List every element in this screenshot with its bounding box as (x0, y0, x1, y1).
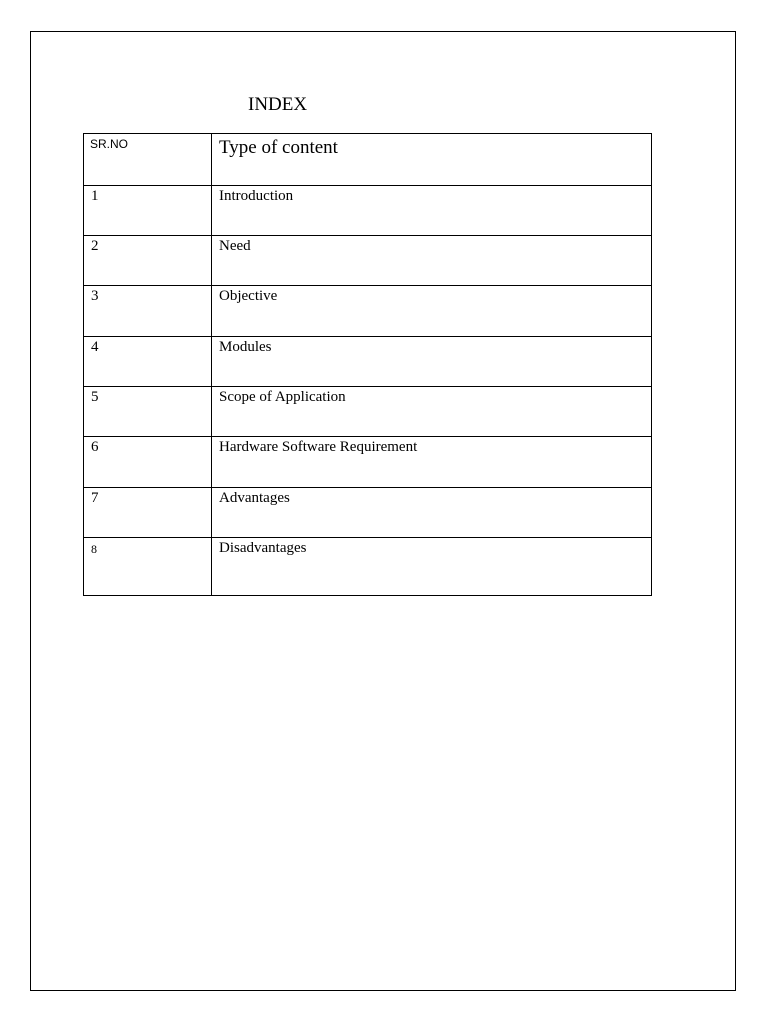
row-content: Disadvantages (219, 540, 307, 556)
row-number: 2 (91, 238, 99, 254)
table-header-row (84, 134, 652, 186)
table-row (84, 488, 652, 538)
table-row (84, 337, 652, 387)
page-title: INDEX (248, 94, 308, 115)
header-srno-label: SR.NO (90, 137, 129, 151)
row-number: 8 (91, 542, 97, 556)
header-cell-content (212, 134, 652, 186)
index-table (83, 133, 652, 596)
row-number: 5 (91, 389, 99, 405)
row-number: 3 (91, 288, 99, 304)
table-row (84, 286, 652, 337)
row-number: 4 (91, 339, 99, 355)
row-content: Advantages (219, 490, 290, 506)
row-content: Modules (219, 339, 272, 355)
header-cell-srno (84, 134, 212, 186)
row-content: Introduction (219, 188, 294, 204)
header-content-label: Type of content (219, 137, 338, 158)
row-content: Scope of Application (219, 389, 346, 405)
row-content: Hardware Software Requirement (219, 439, 418, 455)
table-row (84, 186, 652, 236)
table-row (84, 236, 652, 286)
row-number: 1 (91, 188, 99, 204)
row-number: 7 (91, 490, 99, 506)
row-content: Need (219, 238, 251, 254)
row-number: 6 (91, 439, 99, 455)
row-content: Objective (219, 288, 278, 304)
table-row (84, 437, 652, 488)
table-row (84, 538, 652, 596)
table-row (84, 387, 652, 437)
